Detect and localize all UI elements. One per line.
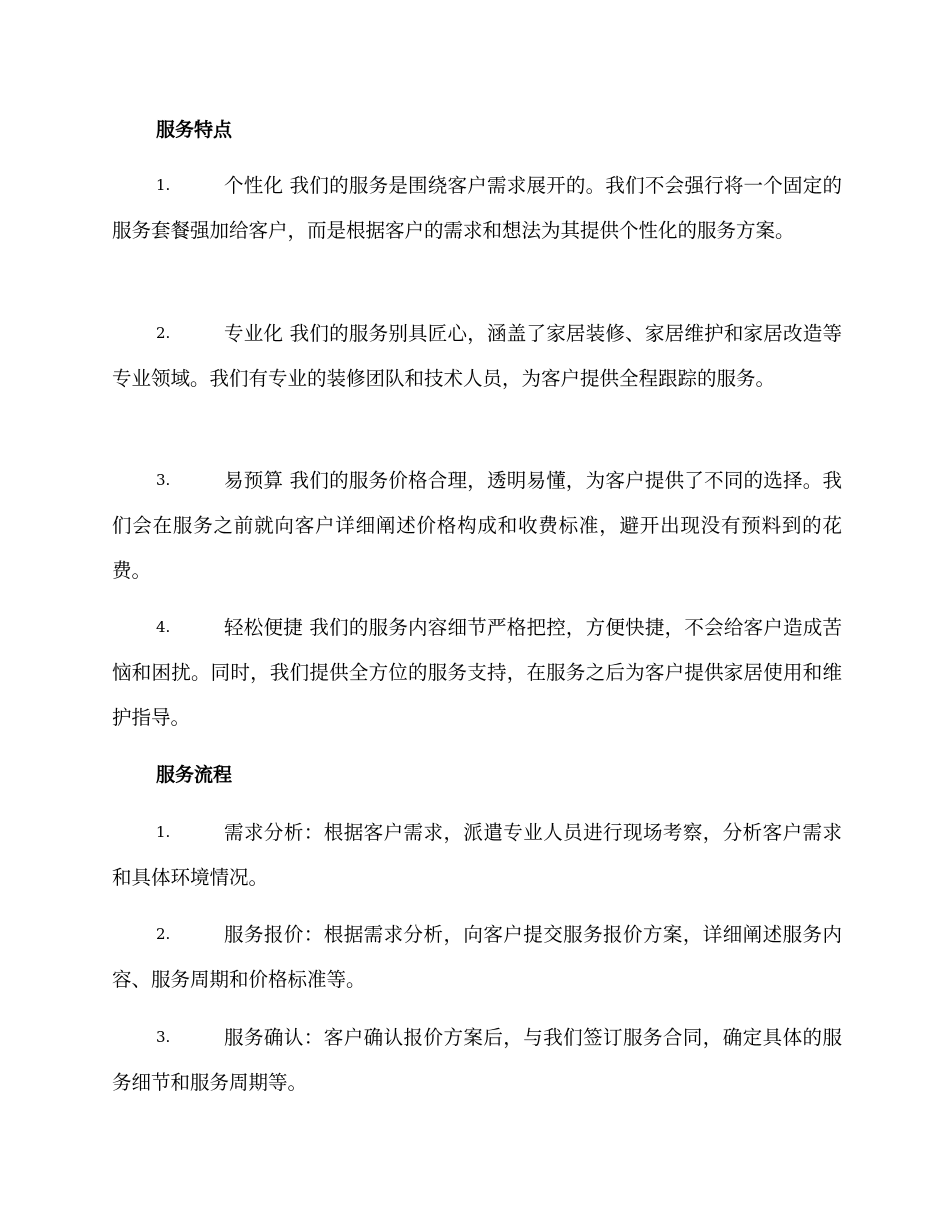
item-text: 易预算 我们的服务价格合理，透明易懂，为客户提供了不同的选择。我们会在服务之前就向客户详细阐述价格构成和收费标准，避开出现没有预料到的花费。 xyxy=(112,469,842,582)
item-text: 轻松便捷 我们的服务内容细节严格把控，方便快捷，不会给客户造成苦恼和困扰。同时，我们提供全方位的服务支持，在服务之后为客户提供家居使用和维护指导。 xyxy=(112,616,842,729)
section-heading-process: 服务流程 xyxy=(156,764,233,786)
feature-item-3 xyxy=(112,458,842,593)
item-number: 3. xyxy=(156,471,171,489)
item-text: 专业化 我们的服务别具匠心，涵盖了家居装修、家居维护和家居改造等专业领域。我们有专业的装修团队和技术人员，为客户提供全程跟踪的服务。 xyxy=(112,322,842,390)
feature-item-4 xyxy=(112,605,842,740)
item-text: 个性化 我们的服务是围绕客户需求展开的。我们不会强行将一个固定的服务套餐强加给客户，而是根据客户的需求和想法为其提供个性化的服务方案。 xyxy=(112,174,842,242)
item-text: 服务报价：根据需求分析，向客户提交服务报价方案，详细阐述服务内容、服务周期和价格标准等。 xyxy=(112,923,842,991)
item-text: 需求分析：根据客户需求，派遣专业人员进行现场考察，分析客户需求和具体环境情况。 xyxy=(112,821,842,889)
item-number: 1. xyxy=(156,176,171,194)
item-number: 1. xyxy=(156,823,171,841)
item-number: 2. xyxy=(156,925,171,943)
process-item-1 xyxy=(112,810,842,900)
feature-item-1 xyxy=(112,163,842,253)
section-heading-features: 服务特点 xyxy=(156,119,233,141)
feature-item-2 xyxy=(112,311,842,401)
item-number: 3. xyxy=(156,1028,171,1046)
process-item-2 xyxy=(112,912,842,1002)
item-text: 服务确认：客户确认报价方案后，与我们签订服务合同，确定具体的服务细节和服务周期等。 xyxy=(112,1026,842,1094)
item-number: 4. xyxy=(156,618,171,636)
process-item-3 xyxy=(112,1015,842,1105)
item-number: 2. xyxy=(156,324,171,342)
